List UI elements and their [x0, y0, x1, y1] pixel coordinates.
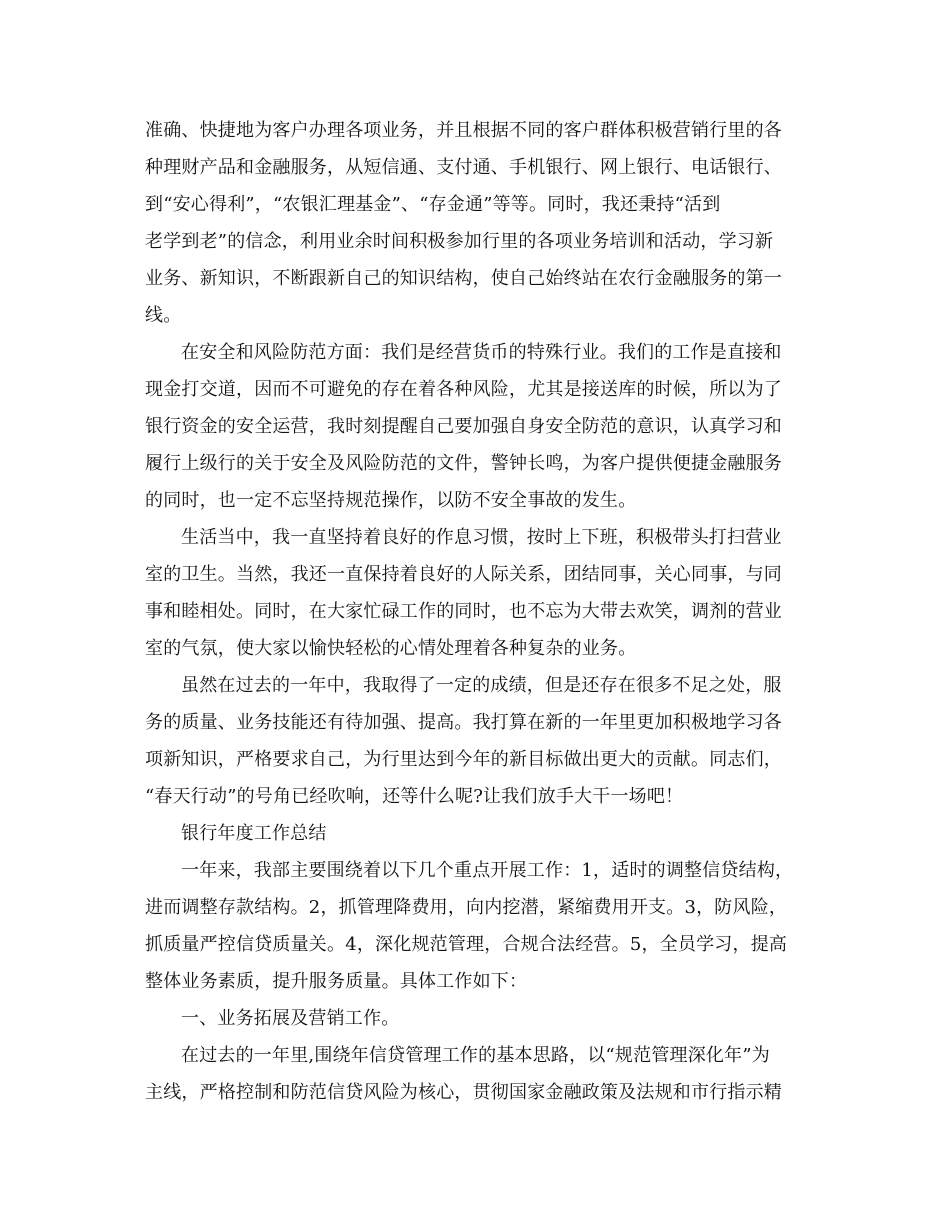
text-line: 现金打交道，因而不可避免的存在着各种风险，尤其是接送库的时候，所以为了	[145, 379, 782, 400]
text-line: 履行上级行的关于安全及风险防范的文件，警钟长鸣，为客户提供便捷金融服务	[145, 453, 782, 474]
text-line: 业务、新知识，不断跟新自己的知识结构，使自己始终站在农行金融服务的第一	[145, 268, 782, 289]
text-line: 抓质量严控信贷质量关。4，深化规范管理，合规合法经营。5，全员学习，提高	[145, 934, 788, 955]
text-line: 生活当中，我一直坚持着良好的作息习惯，按时上下班，积极带头打扫营业	[181, 527, 782, 548]
text-line: 一年来，我部主要围绕着以下几个重点开展工作：1，适时的调整信贷结构，	[181, 860, 794, 881]
text-line: 银行年度工作总结	[181, 823, 327, 844]
text-line: 老学到老”的信念，利用业余时间积极参加行里的各项业务培训和活动，学习新	[145, 231, 774, 252]
text-line: 在安全和风险防范方面：我们是经营货币的特殊行业。我们的工作是直接和	[181, 342, 782, 363]
text-line: 进而调整存款结构。2，抓管理降费用，向内挖潜，紧缩费用开支。3，防风险，	[145, 897, 788, 918]
text-line: 项新知识，严格要求自己，为行里达到今年的新目标做出更大的贡献。同志们，	[145, 749, 782, 770]
text-line: 整体业务素质，提升服务质量。具体工作如下：	[145, 971, 528, 992]
text-line: 务的质量、业务技能还有待加强、提高。我打算在新的一年里更加积极地学习各	[145, 712, 782, 733]
text-line: 种理财产品和金融服务，从短信通、支付通、手机银行、网上银行、电话银行、	[145, 157, 782, 178]
text-line: 一、业务拓展及营销工作。	[181, 1008, 400, 1029]
text-line: 的同时，也一定不忘坚持规范操作，以防不安全事故的发生。	[145, 490, 637, 511]
text-line: 线。	[145, 305, 182, 326]
text-line: 事和睦相处。同时，在大家忙碌工作的同时，也不忘为大带去欢笑，调剂的营业	[145, 601, 782, 622]
text-line: 主线，严格控制和防范信贷风险为核心，贯彻国家金融政策及法规和市行指示精	[145, 1082, 782, 1103]
document-body	[145, 112, 805, 1111]
text-line: “春天行动”的号角已经吹响，还等什么呢?让我们放手大干一场吧！	[145, 786, 684, 807]
text-line: 在过去的一年里,围绕年信贷管理工作的基本思路，以“规范管理深化年”为	[181, 1045, 770, 1066]
text-line: 准确、快捷地为客户办理各项业务，并且根据不同的客户群体积极营销行里的各	[145, 120, 782, 141]
text-line: 室的卫生。当然，我还一直保持着良好的人际关系，团结同事，关心同事，与同	[145, 564, 782, 585]
text-line: 银行资金的安全运营，我时刻提醒自己要加强自身安全防范的意识，认真学习和	[145, 416, 782, 437]
text-line: 到“安心得利”，“农银汇理基金”、“存金通”等等。同时，我还秉持“活到	[145, 194, 721, 215]
text-line: 虽然在过去的一年中，我取得了一定的成绩，但是还存在很多不足之处，服	[181, 675, 782, 696]
text-line: 室的气氛，使大家以愉快轻松的心情处理着各种复杂的业务。	[145, 638, 637, 659]
